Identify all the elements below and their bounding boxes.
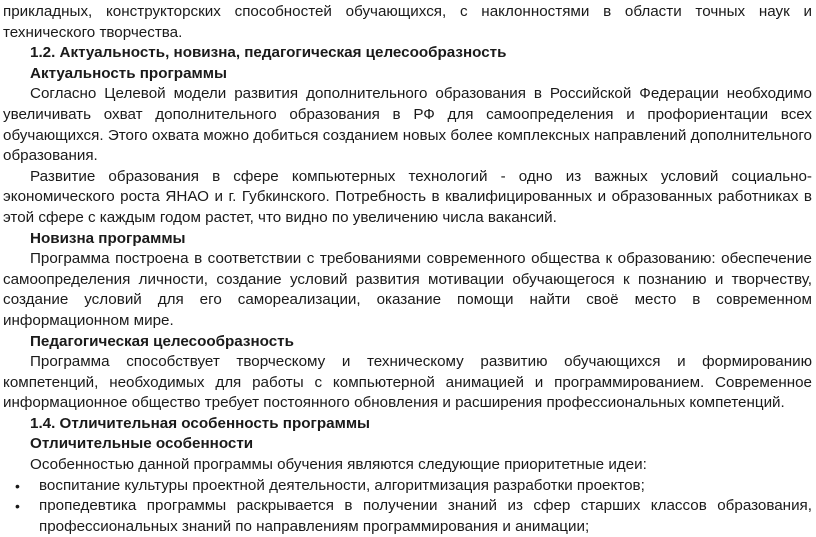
features-title: Отличительные особенности bbox=[30, 435, 254, 453]
intro-continuation: прикладных, конструкторских способностей обучающихся, с наклонностями в области точных наук и технического творчества. bbox=[3, 3, 812, 41]
list-item-text: воспитание культуры проектной деятельности, алгоритмизация разработки проектов; bbox=[39, 476, 645, 494]
relevance-title: Актуальность программы bbox=[30, 64, 227, 82]
list-item bbox=[3, 496, 812, 537]
relevance-paragraph-1: Согласно Целевой модели развития дополнительного образования в Российской Федерации необходимо увеличивать охват дополнительного образования в РФ для самоопределения и профориентации всех обучающихся. Этого охвата можно добиться созданием новых более комплексных направлений дополнительного образования. bbox=[3, 85, 812, 165]
pedagogy-paragraph: Программа способствует творческому и техническому развитию обучающихся и формированию компетенций, необходимых для работы с компьютерной анимацией и программированием. Современное информационное общество требует постоянного обновления и расширения профессиональных компетенций. bbox=[3, 353, 812, 412]
novelty-title: Новизна программы bbox=[30, 229, 186, 247]
section-1-4-title: 1.4. Отличительная особенность программы bbox=[30, 414, 371, 432]
section-1-2-title: 1.2. Актуальность, новизна, педагогическая целесообразность bbox=[30, 44, 507, 62]
features-intro: Особенностью данной программы обучения являются следующие приоритетные идеи: bbox=[30, 456, 647, 474]
features-list bbox=[3, 476, 812, 537]
relevance-paragraph-2: Развитие образования в сфере компьютерных технологий - одно из важных условий социально-экономического роста ЯНАО и г. Губкинского. Потребность в квалифицированных и образованных работниках в этой сфере с каждым годом растет, что видно по увеличению числа вакансий. bbox=[3, 167, 812, 226]
bullet-icon: • bbox=[15, 477, 20, 494]
list-item-text: пропедевтика программы раскрывается в получении знаний из сфер старших классов образования, профессиональных знаний по направлениям программирования и анимации; bbox=[39, 497, 812, 535]
list-item bbox=[3, 476, 812, 497]
novelty-paragraph: Программа построена в соответствии с требованиями современного общества к образованию: обеспечение самоопределения личности, создание условий развития мотивации обучающегося к познанию и творчеству, создание условий для его самореализации, оказание помощи найти своё место в современном информационном мире. bbox=[3, 250, 812, 329]
bullet-icon: • bbox=[15, 498, 20, 515]
pedagogy-title: Педагогическая целесообразность bbox=[30, 332, 294, 350]
